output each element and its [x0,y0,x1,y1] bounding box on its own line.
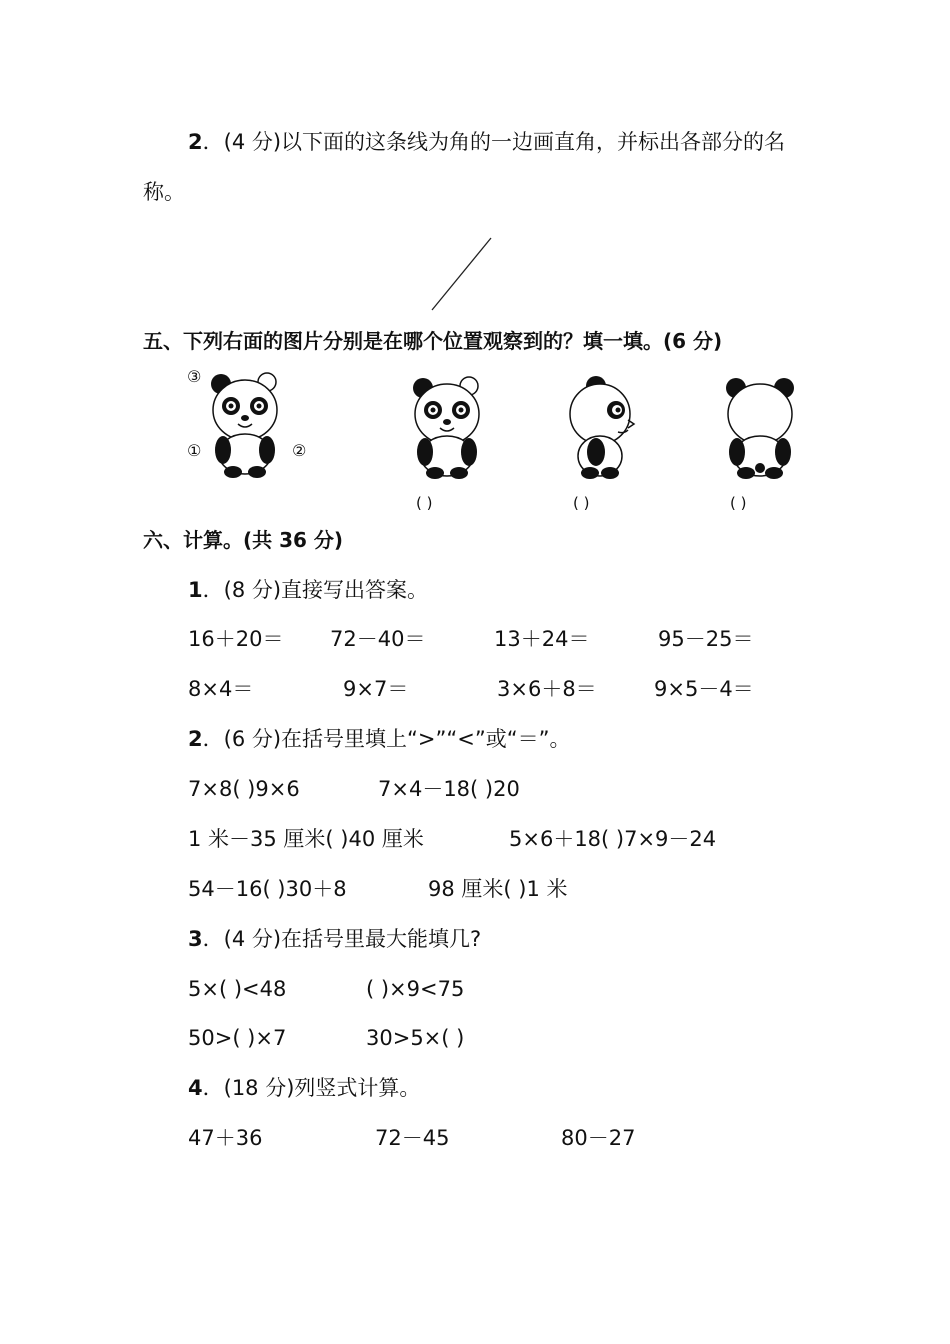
question-2-angle-line2: 称。 [143,180,185,204]
section-5-title: 五、下列右面的图片分别是在哪个位置观察到的？填一填。(6 分) [143,329,723,353]
fill-item: 30>5×( ) [366,1026,465,1050]
question-text: ．(4 分)以下面的这条线为角的一边画直角，并标出各部分的名 [202,130,786,154]
compare-item: 7×8( )9×6 [188,777,300,801]
position-marker-2: ② [292,441,307,460]
vertical-calc-item: 47＋36 [188,1126,263,1150]
question-text: ．(4 分)在括号里最大能填几? [202,927,482,951]
panda-back-view-image [720,376,800,480]
question-text: ．(18 分)列竖式计算。 [202,1076,421,1100]
panda-reference-image [205,372,285,480]
panda-side-view-image [566,376,638,480]
angle-side-line [0,0,950,330]
calc-item: 3×6＋8＝ [497,677,597,701]
calc-item: 16＋20＝ [188,627,284,651]
question-text: ．(8 分)直接写出答案。 [202,578,429,602]
compare-item: 5×6＋18( )7×9－24 [509,827,717,851]
question-number: 2 [188,727,203,751]
calc-item: 9×5－4＝ [654,677,754,701]
fill-item: 5×( )<48 [188,977,287,1001]
question-number: 4 [188,1076,203,1100]
question-number: 2 [188,130,203,154]
position-marker-1: ① [187,441,202,460]
compare-item: 98 厘米( )1 米 [428,877,568,901]
vertical-calc-item: 80－27 [561,1126,636,1150]
question-6-4 [188,1074,420,1102]
calc-item: 13＋24＝ [494,627,590,651]
calc-item: 9×7＝ [343,677,409,701]
compare-item: 54－16( )30＋8 [188,877,347,901]
calc-item: 72－40＝ [330,627,426,651]
calc-item: 8×4＝ [188,677,254,701]
compare-item: 7×4－18( )20 [378,777,520,801]
compare-item: 1 米－35 厘米( )40 厘米 [188,827,424,851]
answer-blank-1[interactable]: ( ) [416,494,433,512]
section-6-title: 六、计算。(共 36 分) [143,528,344,552]
calc-item: 95－25＝ [658,627,754,651]
answer-blank-3[interactable]: ( ) [730,494,747,512]
question-6-1 [188,576,428,604]
answer-blank-2[interactable]: ( ) [573,494,590,512]
position-marker-3: ③ [187,367,202,386]
vertical-calc-item: 72－45 [375,1126,450,1150]
question-number: 3 [188,927,203,951]
question-6-3 [188,925,481,953]
fill-item: 50>( )×7 [188,1026,287,1050]
question-6-2 [188,725,571,753]
question-number: 1 [188,578,203,602]
panda-front-view-image [407,376,487,480]
fill-item: ( )×9<75 [366,977,465,1001]
question-text: ．(6 分)在括号里填上“>”“<”或“＝”。 [202,727,571,751]
